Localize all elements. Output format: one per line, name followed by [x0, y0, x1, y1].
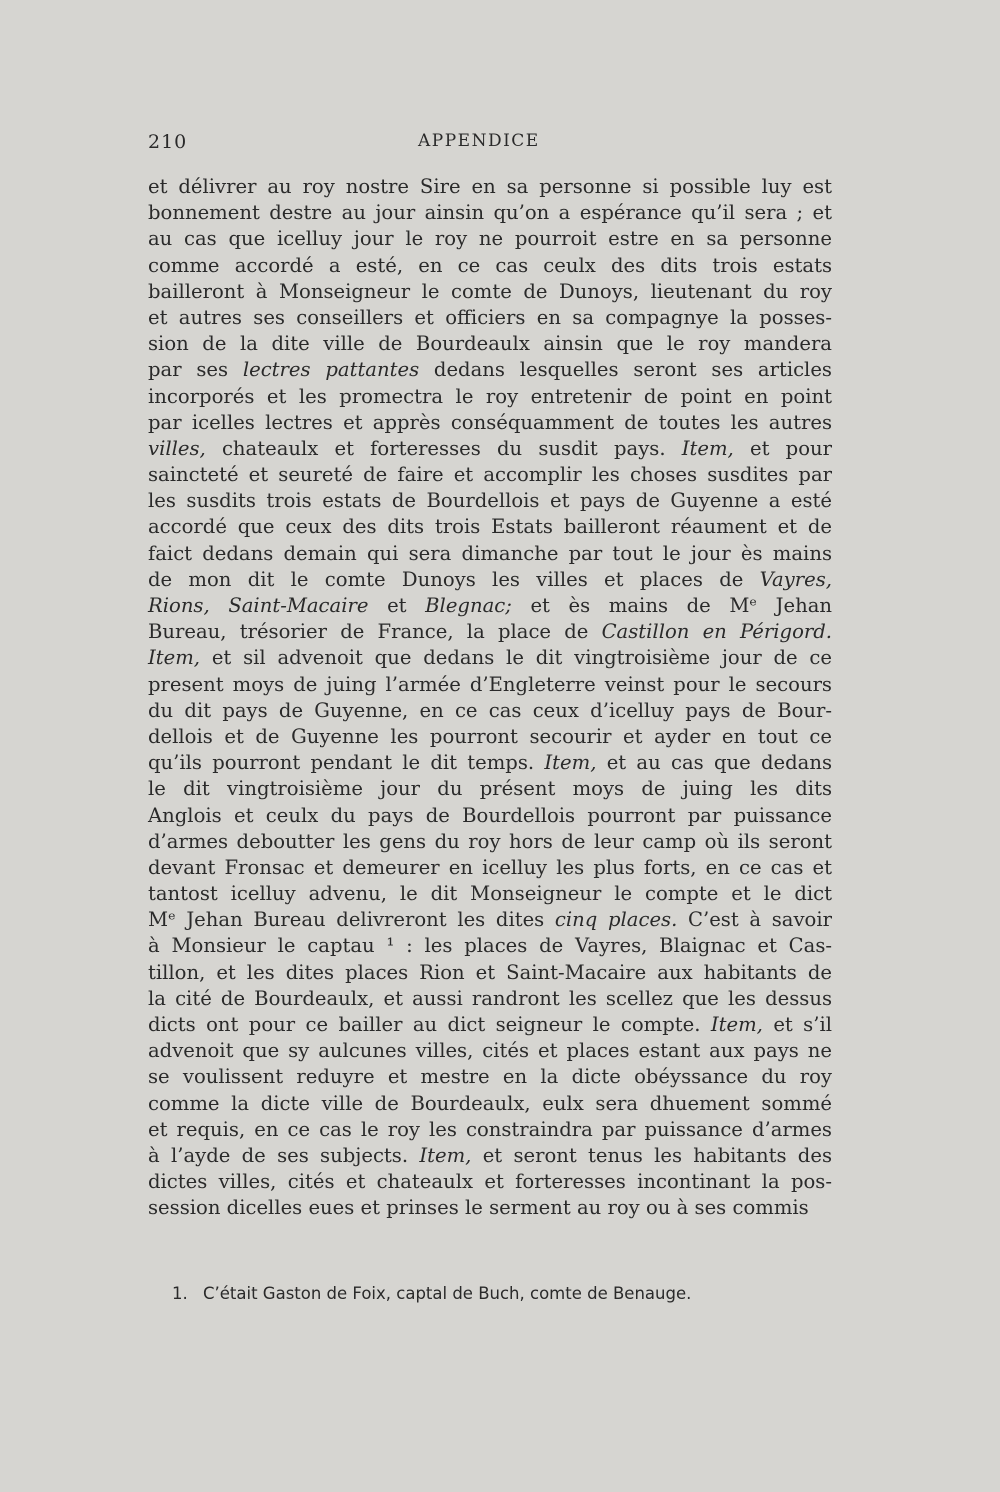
- italic-run: cinq places.: [554, 908, 678, 932]
- text-line: [148, 567, 832, 593]
- italic-run: Vayres,: [759, 567, 832, 591]
- text-run: Anglois et ceulx du pays de Bourdellois pourront par puissance: [148, 803, 832, 827]
- text-line: [148, 986, 832, 1012]
- text-line: [148, 226, 832, 252]
- text-run: et seront tenus les habitants des: [471, 1143, 832, 1167]
- text-run: et ès mains de Mᵉ Jehan: [511, 594, 832, 617]
- text-line: [148, 881, 832, 907]
- text-line: [148, 1064, 832, 1090]
- footnote: [172, 1284, 832, 1303]
- text-line: [148, 410, 832, 436]
- text-run: se voulissent reduyre et mestre en la dicte obéyssance du roy: [148, 1065, 832, 1089]
- text-line: [148, 672, 832, 698]
- text-line: [148, 776, 832, 802]
- text-line: [148, 514, 832, 540]
- text-run: faict dedans demain qui sera dimanche par tout le jour ès mains: [148, 541, 832, 565]
- body-text: [148, 174, 832, 1222]
- italic-run: Castillon en Périgord.: [601, 620, 833, 644]
- text-line: [148, 357, 832, 383]
- text-run: dellois et de Guyenne les pourront secourir et ayder en tout ce: [148, 724, 832, 748]
- text-run: Mᵉ Jehan Bureau delivreront les dites: [148, 908, 555, 932]
- text-run: et pour: [733, 436, 832, 460]
- text-run: session dicelles eues et prinses le serment au roy ou à ses commis: [148, 1196, 809, 1220]
- text-line: [148, 803, 832, 829]
- text-run: accordé que ceux des dits trois Estats bailleront réaument et de: [148, 515, 832, 539]
- text-line: [148, 200, 832, 226]
- text-line: [148, 1195, 832, 1221]
- text-line: [148, 829, 832, 855]
- text-run: à l’ayde de ses subjects.: [148, 1143, 420, 1167]
- text-line: [148, 1091, 832, 1117]
- text-run: et s’il: [762, 1013, 832, 1036]
- text-run: incorporés et les promectra le roy entretenir de point en point: [148, 384, 832, 408]
- text-run: à Monsieur le captau ¹ : les places de Vayres, Blaignac et Cas-: [148, 934, 832, 958]
- italic-run: Item,: [419, 1143, 472, 1167]
- text-run: et au cas que dedans: [596, 751, 832, 775]
- text-run: saincteté et seureté de faire et accomplir les choses susdites par: [148, 463, 832, 487]
- text-run: bonnement destre au jour ainsin qu’on a espérance qu’il sera ; et: [148, 201, 832, 225]
- text-run: tillon, et les dites places Rion et Saint-Macaire aux habitants de: [148, 960, 832, 984]
- text-run: de mon dit le comte Dunoys les villes et places de: [148, 567, 760, 591]
- text-run: C’est à savoir: [677, 908, 832, 932]
- text-line: [148, 384, 832, 410]
- text-run: et délivrer au roy nostre Sire en sa personne si possible luy est: [148, 175, 832, 198]
- text-line: [148, 698, 832, 724]
- text-run: d’armes deboutter les gens du roy hors de leur camp où ils seront: [148, 829, 832, 853]
- text-run: comme accordé a esté, en ce cas ceulx des dits trois estats: [148, 253, 832, 277]
- italic-run: villes,: [148, 436, 206, 460]
- text-line: [148, 855, 832, 881]
- italic-run: Item,: [681, 436, 734, 460]
- text-run: la cité de Bourdeaulx, et aussi randront les scellez que les dessus: [148, 986, 832, 1010]
- text-run: Bureau, trésorier de France, la place de: [148, 620, 602, 644]
- text-line: [148, 1038, 832, 1064]
- text-line: [148, 933, 832, 959]
- italic-run: lectres pattantes: [242, 358, 420, 382]
- text-line: [148, 593, 832, 619]
- page-number: 210: [148, 131, 188, 153]
- text-run: bailleront à Monseigneur le comte de Dunoys, lieutenant du roy: [148, 279, 832, 303]
- text-run: les susdits trois estats de Bourdellois et pays de Guyenne a esté: [148, 489, 832, 513]
- text-line: [148, 907, 832, 933]
- text-line: [148, 960, 832, 986]
- italic-run: Item,: [710, 1013, 763, 1036]
- text-run: et requis, en ce cas le roy les constraindra par puissance d’armes: [148, 1117, 832, 1141]
- running-head: APPENDICE: [418, 131, 540, 151]
- italic-run: Item,: [148, 646, 201, 670]
- text-run: dedans lesquelles seront ses articles: [419, 358, 832, 382]
- footnote-text: C’était Gaston de Foix, captal de Buch, comte de Benauge.: [203, 1284, 692, 1303]
- text-line: [148, 750, 832, 776]
- text-run: sion de la dite ville de Bourdeaulx ainsin que le roy mandera: [148, 332, 832, 356]
- text-line: [148, 279, 832, 305]
- text-run: advenoit que sy aulcunes villes, cités et places estant aux pays ne: [148, 1039, 832, 1063]
- text-run: present moys de juing l’armée d’Engleterre veinst pour le secours: [148, 672, 832, 696]
- text-line: [148, 1169, 832, 1195]
- text-run: dictes villes, cités et chateaulx et forteresses incontinant la pos-: [148, 1170, 832, 1194]
- text-line: [148, 619, 832, 645]
- text-run: devant Fronsac et demeurer en icelluy les plus forts, en ce cas et: [148, 855, 832, 879]
- text-run: tantost icelluy advenu, le dit Monseigneur le compte et le dict: [148, 882, 832, 906]
- text-line: [148, 1143, 832, 1169]
- text-line: [148, 488, 832, 514]
- text-line: [148, 305, 832, 331]
- text-line: [148, 724, 832, 750]
- text-run: le dit vingtroisième jour du présent moys de juing les dits: [148, 777, 832, 801]
- text-run: qu’ils pourront pendant le dit temps.: [148, 751, 545, 775]
- text-line: [148, 1117, 832, 1143]
- italic-run: Blegnac;: [425, 594, 512, 617]
- text-line: [148, 1012, 832, 1038]
- text-line: [148, 541, 832, 567]
- text-run: et: [368, 594, 426, 617]
- italic-run: Rions, Saint-Macaire: [148, 594, 369, 617]
- footnote-number: 1.: [172, 1284, 188, 1303]
- italic-run: Item,: [544, 751, 597, 775]
- text-line: [148, 436, 832, 462]
- text-run: par icelles lectres et apprès conséquamment de toutes les autres: [148, 410, 832, 434]
- text-run: comme la dicte ville de Bourdeaulx, eulx sera dhuement sommé: [148, 1091, 832, 1115]
- text-run: par ses: [148, 358, 243, 382]
- text-line: [148, 253, 832, 279]
- text-run: et autres ses conseillers et officiers en sa compagnye la posses-: [148, 305, 832, 329]
- text-line: [148, 331, 832, 357]
- text-line: [148, 462, 832, 488]
- text-line: [148, 174, 832, 200]
- text-line: [148, 645, 832, 671]
- text-run: du dit pays de Guyenne, en ce cas ceux d’icelluy pays de Bour-: [148, 698, 832, 722]
- text-run: et sil advenoit que dedans le dit vingtroisième jour de ce: [200, 646, 832, 670]
- text-run: chateaulx et forteresses du susdit pays.: [205, 436, 682, 460]
- text-run: au cas que icelluy jour le roy ne pourroit estre en sa personne: [148, 227, 832, 251]
- text-run: dicts ont pour ce bailler au dict seigneur le compte.: [148, 1013, 711, 1036]
- page-header: [148, 131, 832, 161]
